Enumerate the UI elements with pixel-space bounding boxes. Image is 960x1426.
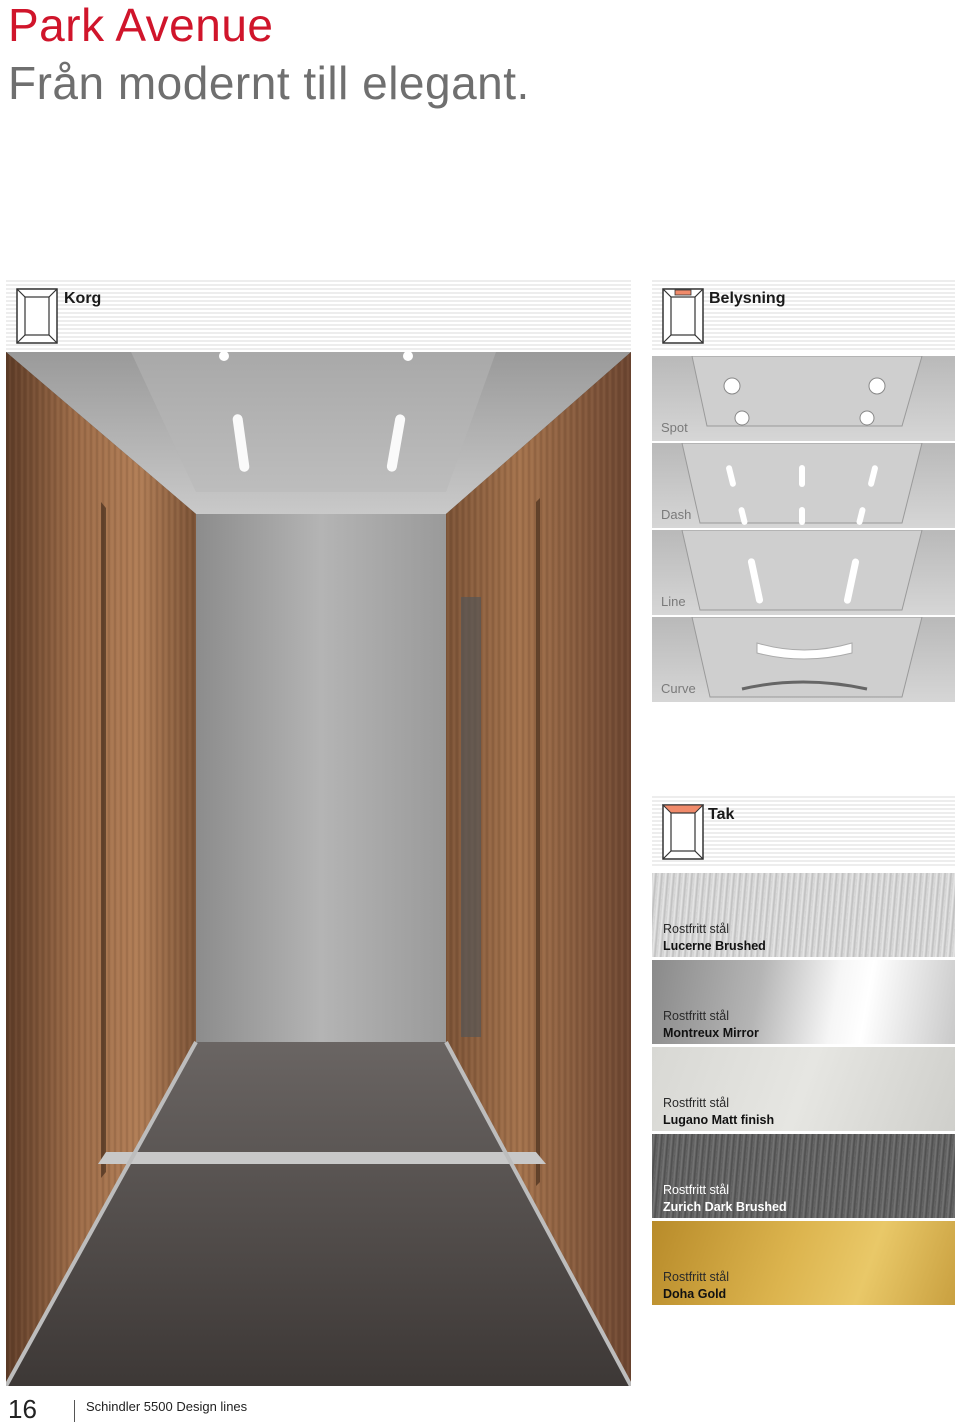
footer-text: Schindler 5500 Design lines: [86, 1399, 248, 1414]
belysning-label: Belysning: [709, 290, 786, 307]
finish-montreux-mirror[interactable]: [652, 960, 955, 1044]
finish-material: Rostfritt stål: [663, 1270, 729, 1284]
lighting-label-dash: Dash: [661, 507, 692, 522]
finish-material: Rostfritt stål: [663, 1009, 729, 1023]
page-subtitle: Från modernt till elegant.: [8, 57, 530, 109]
spot-light-icon: [652, 356, 955, 441]
korg-label: Korg: [64, 290, 102, 307]
dash-light-icon: [652, 443, 955, 528]
lighting-label-spot: Spot: [661, 420, 688, 435]
finish-doha-gold[interactable]: [652, 1221, 955, 1305]
lighting-option-curve[interactable]: [652, 617, 955, 702]
cabin-photo: [6, 352, 631, 1386]
footer-divider: [74, 1400, 75, 1422]
finish-material: Rostfritt stål: [663, 1096, 729, 1110]
finish-name: Doha Gold: [663, 1287, 727, 1301]
finish-name: Zurich Dark Brushed: [663, 1200, 787, 1214]
lighting-option-dash[interactable]: [652, 443, 955, 528]
finish-lucerne-brushed[interactable]: [652, 873, 955, 957]
finish-name: Lucerne Brushed: [663, 939, 766, 953]
curve-light-icon: [652, 617, 955, 702]
tak-label: Tak: [708, 806, 735, 823]
finish-name: Lugano Matt finish: [663, 1113, 775, 1127]
line-light-icon: [652, 530, 955, 615]
ceiling-icon: [662, 804, 704, 860]
cabin-icon: [16, 288, 58, 344]
finish-material: Rostfritt stål: [663, 922, 729, 936]
lighting-option-line[interactable]: [652, 530, 955, 615]
lighting-label-curve: Curve: [661, 681, 696, 696]
page-number: 16: [8, 1394, 37, 1424]
belysning-header: [652, 280, 955, 352]
lighting-label-line: Line: [661, 594, 686, 609]
finish-lugano-matt[interactable]: [652, 1047, 955, 1131]
lighting-icon: [662, 288, 704, 344]
page-title: Park Avenue: [8, 0, 274, 51]
lighting-option-spot[interactable]: [652, 356, 955, 441]
tak-header: [652, 796, 955, 868]
finish-name: Montreux Mirror: [663, 1026, 759, 1040]
finish-material: Rostfritt stål: [663, 1183, 729, 1197]
finish-zurich-dark-brushed[interactable]: [652, 1134, 955, 1218]
korg-header: [6, 280, 631, 352]
